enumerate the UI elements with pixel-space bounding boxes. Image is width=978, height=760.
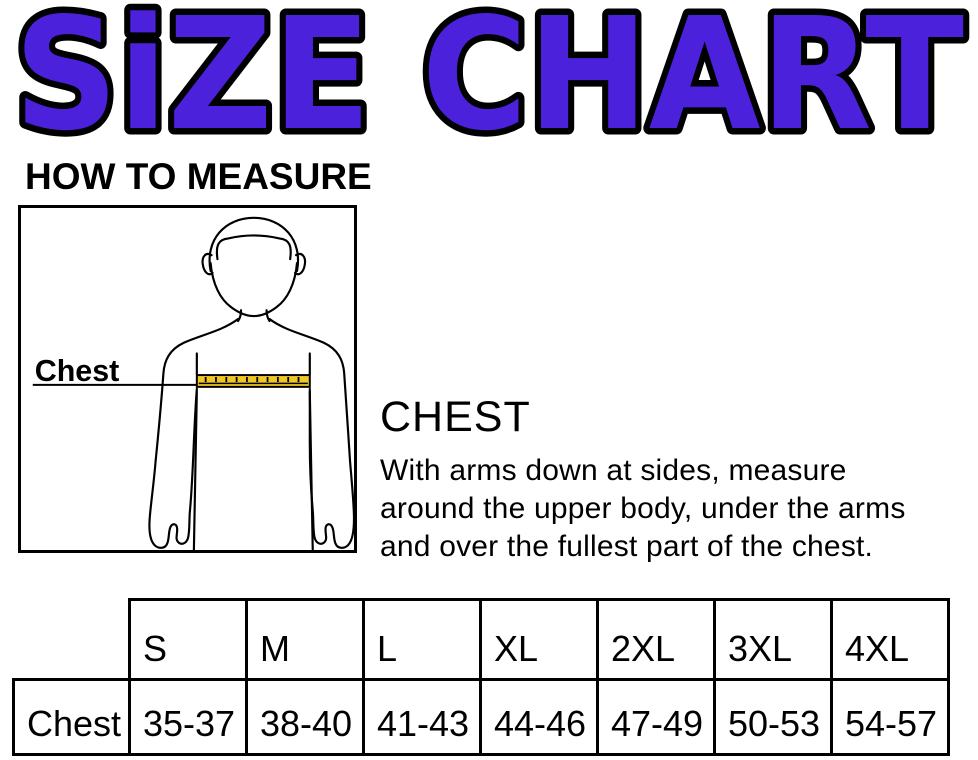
chest-instructions-line-2: around the upper body, under the arms xyxy=(380,492,906,525)
size-value-cell-4xl: 54-57 xyxy=(832,680,949,755)
figure-face-outline xyxy=(211,263,297,316)
chest-instructions-line-1: With arms down at sides, measure xyxy=(380,454,847,487)
size-column-header-xl: XL xyxy=(481,600,598,680)
chest-measure-label: Chest xyxy=(34,353,120,388)
measurement-row-label: Chest xyxy=(14,680,130,755)
size-column-header-l: L xyxy=(364,600,481,680)
measurement-diagram xyxy=(21,208,354,550)
size-header-row xyxy=(14,600,949,680)
size-column-header-4xl: 4XL xyxy=(832,600,949,680)
how-to-measure-heading: HOW TO MEASURE xyxy=(25,156,372,197)
chest-instructions-line-3: and over the fullest part of the chest. xyxy=(380,530,874,563)
title-text: SiZE CHART xyxy=(14,0,964,152)
size-value-cell-s: 35-37 xyxy=(130,680,247,755)
figure-hair-outline xyxy=(210,218,298,271)
table-corner-spacer xyxy=(14,600,130,680)
size-value-cell-m: 38-40 xyxy=(247,680,364,755)
size-value-cell-l: 41-43 xyxy=(364,680,481,755)
measuring-tape-band xyxy=(197,375,310,387)
size-column-header-2xl: 2XL xyxy=(598,600,715,680)
size-column-header-3xl: 3XL xyxy=(715,600,832,680)
figure-hairline xyxy=(217,236,291,260)
size-column-header-s: S xyxy=(130,600,247,680)
figure-torso-right xyxy=(310,392,313,550)
measurement-diagram-box xyxy=(18,205,357,553)
size-chart-table xyxy=(12,598,950,756)
chest-instructions xyxy=(380,452,978,566)
size-value-cell-xl: 44-46 xyxy=(481,680,598,755)
title-banner xyxy=(0,0,978,152)
measuring-tape xyxy=(197,375,310,387)
chest-measurement-row xyxy=(14,680,949,755)
size-value-cell-2xl: 47-49 xyxy=(598,680,715,755)
size-column-header-m: M xyxy=(247,600,364,680)
size-value-cell-3xl: 50-53 xyxy=(715,680,832,755)
chest-section-heading: CHEST xyxy=(380,393,531,441)
